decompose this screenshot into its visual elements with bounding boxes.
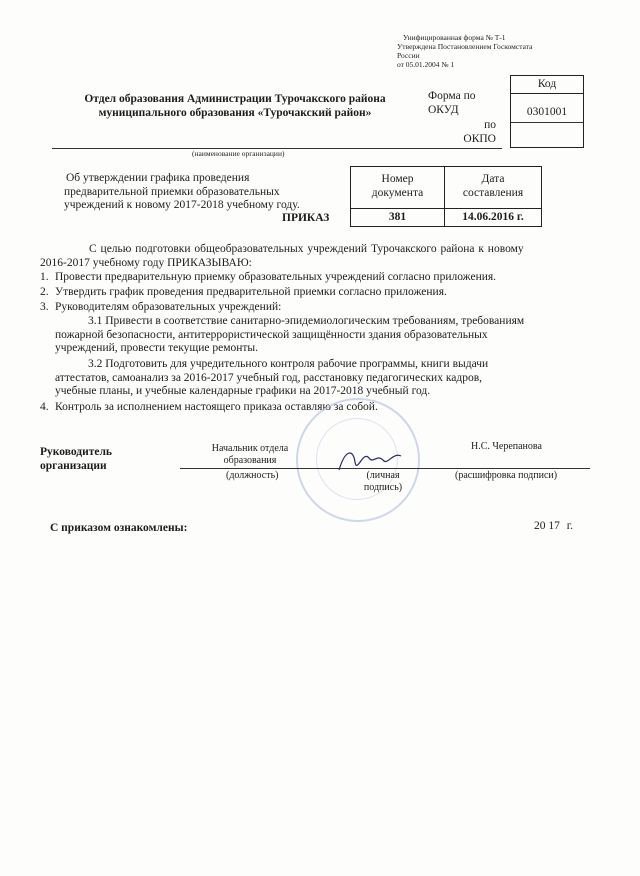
sign-caption-line2: подпись) <box>363 482 403 493</box>
subject-line3: учреждений к новому 2017-2018 учебному году. <box>64 199 300 211</box>
form-header <box>397 33 597 69</box>
position-line1: Начальник отдела <box>211 443 289 454</box>
form-header-line2: Утверждена Постановлением Госкомстата <box>397 42 533 51</box>
intro-line1: С целью подготовки общеобразовательных учреждений Турочакского района к новому <box>89 243 524 255</box>
item-2-number: 2. <box>40 286 49 298</box>
sub-3-2-line2: аттестатов, самоанализ за 2016-2017 учебный год, расстановку педагогических кадров, <box>55 371 483 384</box>
order-number-header <box>350 166 445 209</box>
code-header-cell <box>510 75 584 94</box>
order-type: ПРИКАЗ <box>282 212 330 224</box>
handwritten-signature <box>335 440 405 480</box>
position-line2: образования <box>223 455 277 466</box>
sub-3-2 <box>55 358 588 399</box>
sub-3-1 <box>55 315 588 356</box>
year-suffix: г. <box>566 520 574 532</box>
signature-position <box>195 443 305 467</box>
item-2-text: Утвердить график проведения предварительной приемки согласно приложения. <box>55 286 447 298</box>
organization-name <box>55 93 415 120</box>
form-header-line4: от 05.01.2004 № 1 <box>397 60 455 69</box>
year-value: 17 <box>548 520 560 532</box>
date-header-label: Дата составления <box>462 173 524 199</box>
order-subject <box>64 172 349 213</box>
organization-line1: Отдел образования Администрации Турочакского района <box>84 93 386 105</box>
okpo-label: по ОКПО <box>463 119 496 145</box>
organization-caption: (наименование организации) <box>192 149 285 158</box>
position-caption: (должность) <box>226 470 279 481</box>
subject-line1: Об утверждении графика проведения <box>66 172 250 184</box>
order-number: 381 <box>388 211 407 223</box>
signature-role-line2: организации <box>40 459 107 472</box>
form-header-line3: России <box>397 51 420 60</box>
order-date-cell <box>444 208 542 227</box>
sub-3-2-line3: учебные планы, и учебные календарные графики на 2017-2018 учебный год. <box>55 385 431 397</box>
sub-3-1-line3: учреждений, провести текущие ремонты. <box>55 342 259 354</box>
signature-role <box>40 446 112 473</box>
code-values-cell <box>510 93 584 148</box>
acknowledged-year <box>534 520 573 534</box>
year-prefix: 20 <box>534 520 546 532</box>
okud-okpo-divider <box>511 122 583 123</box>
sub-3-1-line2: пожарной безопасности, антитеррористической защищённости здания образовательных <box>55 328 488 341</box>
order-date: 14.06.2016 г. <box>462 211 524 223</box>
signature-role-line1: Руководитель <box>40 446 112 458</box>
signer-name: Н.С. Черепанова <box>471 441 542 452</box>
okud-value: 0301001 <box>526 106 568 118</box>
item-1-number: 1. <box>40 271 49 283</box>
okud-label: Форма по ОКУД <box>428 90 476 116</box>
form-header-line1: Унифицированная форма № Т-1 <box>403 33 506 42</box>
item-4-number: 4. <box>40 401 49 413</box>
number-header-label: Номер документа <box>371 173 424 199</box>
order-date-header <box>444 166 542 209</box>
item-3-text: Руководителям образовательных учреждений: <box>55 301 282 313</box>
name-caption: (расшифровка подписи) <box>455 470 558 481</box>
acknowledged-label: С приказом ознакомлены: <box>50 522 188 534</box>
sub-3-1-line1: 3.1 Привести в соответствие санитарно-эпидемиологическим требованиям, требованиям <box>88 315 525 327</box>
intro-line2: 2016-2017 учебному году ПРИКАЗЫВАЮ: <box>40 257 252 269</box>
item-3-number: 3. <box>40 301 49 313</box>
sub-3-2-line1: 3.2 Подготовить для учредительного контроля рабочие программы, книги выдачи <box>88 358 489 370</box>
item-4-text: Контроль за исполнением настоящего приказа оставляю за собой. <box>55 401 378 413</box>
sign-caption-line1: (личная <box>366 470 400 481</box>
code-header: Код <box>537 78 557 90</box>
item-1-text: Провести предварительную приемку образовательных учреждений согласно приложения. <box>55 271 497 283</box>
organization-line2: муниципального образования «Турочакский район» <box>98 106 372 119</box>
order-number-cell <box>350 208 445 227</box>
subject-line2: предварительной приемки образовательных <box>64 185 280 198</box>
